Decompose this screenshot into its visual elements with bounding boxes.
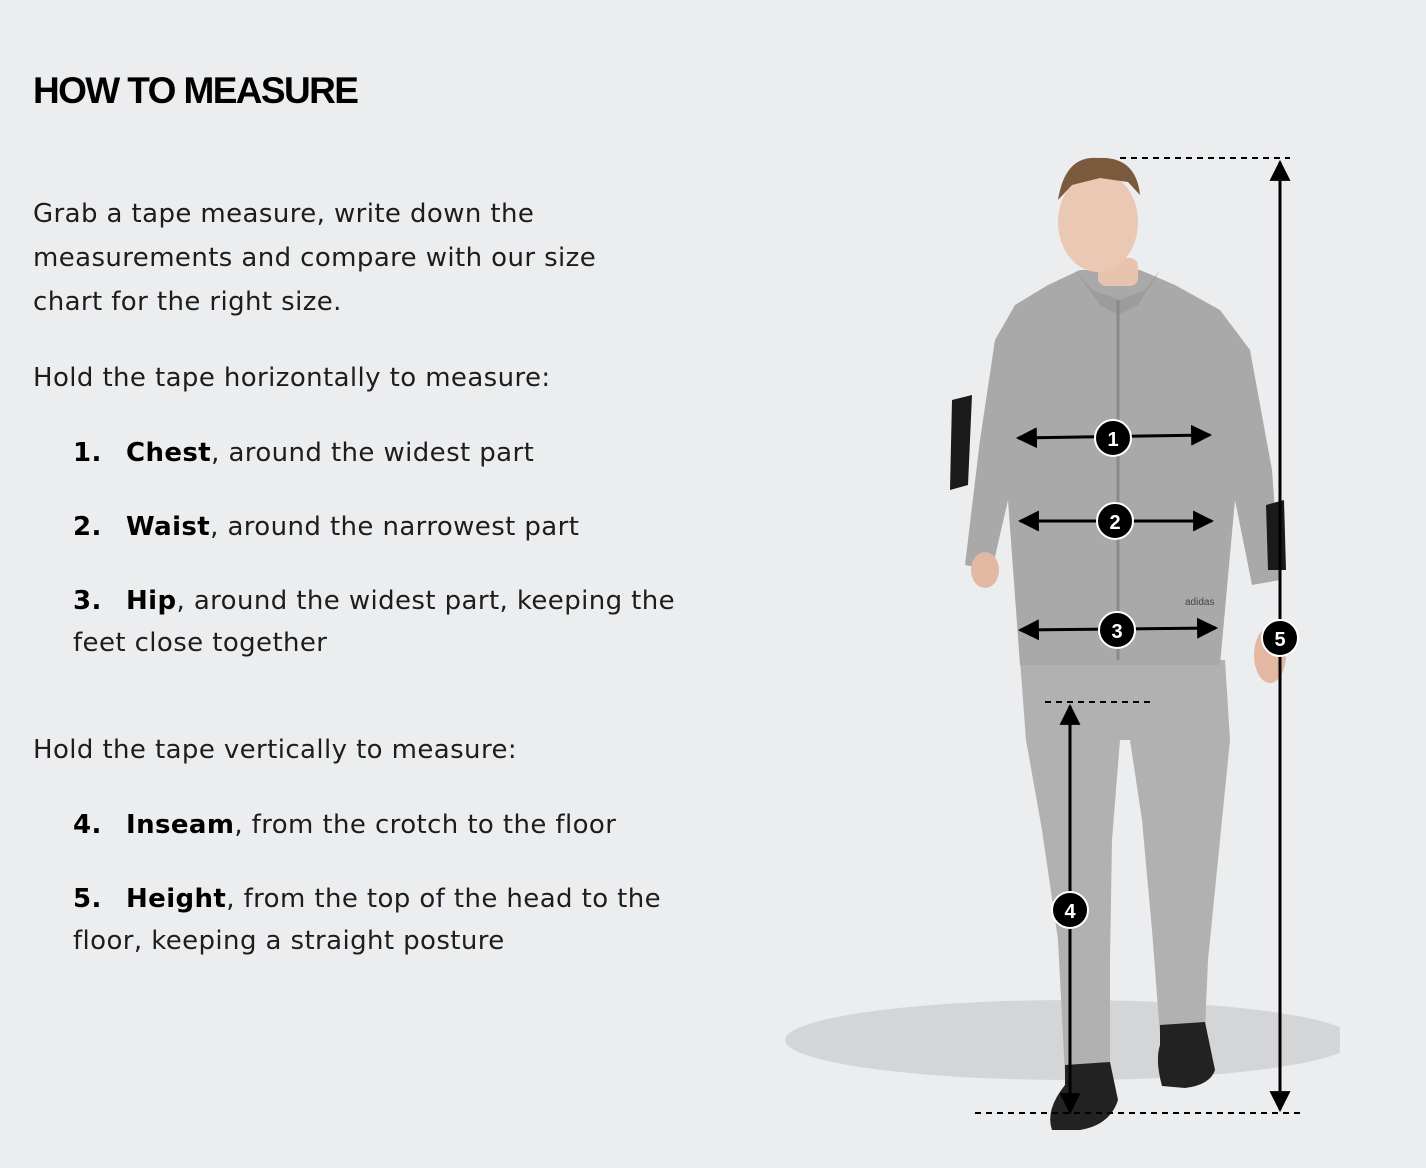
item-number: 3. [73,586,102,616]
vertical-lead: Hold the tape vertically to measure: [33,735,518,765]
right-shoe [1158,1022,1215,1088]
item-number: 2. [73,512,102,542]
item-name: Chest [126,438,212,468]
list-item-height [73,878,713,962]
left-hand [971,552,999,588]
item-number: 1. [73,438,102,468]
intro-text: Grab a tape measure, write down the measurements and compare with our size chart for the right size. [33,199,597,317]
item-description: , from the top of the head to the floor, keeping a straight posture [73,884,662,956]
horizontal-measure-list [73,432,713,696]
marker-waist [1097,503,1133,539]
marker-inseam [1052,892,1088,928]
item-description: , around the narrowest part [210,512,580,542]
marker-chest [1095,420,1131,456]
item-name: Hip [126,586,177,616]
page-title: HOW TO MEASURE [33,70,358,111]
marker-label: 2 [1109,512,1121,534]
item-name: Height [126,884,227,914]
jacket [965,270,1280,665]
marker-label: 3 [1111,621,1123,643]
marker-hip [1099,612,1135,648]
horizontal-lead: Hold the tape horizontally to measure: [33,363,551,393]
sleeve-logo [950,395,972,490]
marker-label: 4 [1064,901,1076,923]
item-name: Inseam [126,810,235,840]
measurement-figure [780,140,1340,1150]
marker-label: 1 [1107,429,1119,451]
list-item-waist [73,506,713,548]
item-description: , around the widest part [211,438,535,468]
sleeve-logo-right [1266,500,1286,570]
marker-label: 5 [1274,629,1286,651]
item-number: 5. [73,884,102,914]
item-description: , from the crotch to the floor [234,810,617,840]
vertical-measure-list [73,804,713,994]
item-description: , around the widest part, keeping the feet close together [73,586,676,658]
marker-height [1262,620,1298,656]
brand-label: adidas [1185,597,1215,608]
list-item-inseam [73,804,713,846]
list-item-hip [73,580,713,664]
item-name: Waist [126,512,211,542]
item-number: 4. [73,810,102,840]
list-item-chest [73,432,713,474]
